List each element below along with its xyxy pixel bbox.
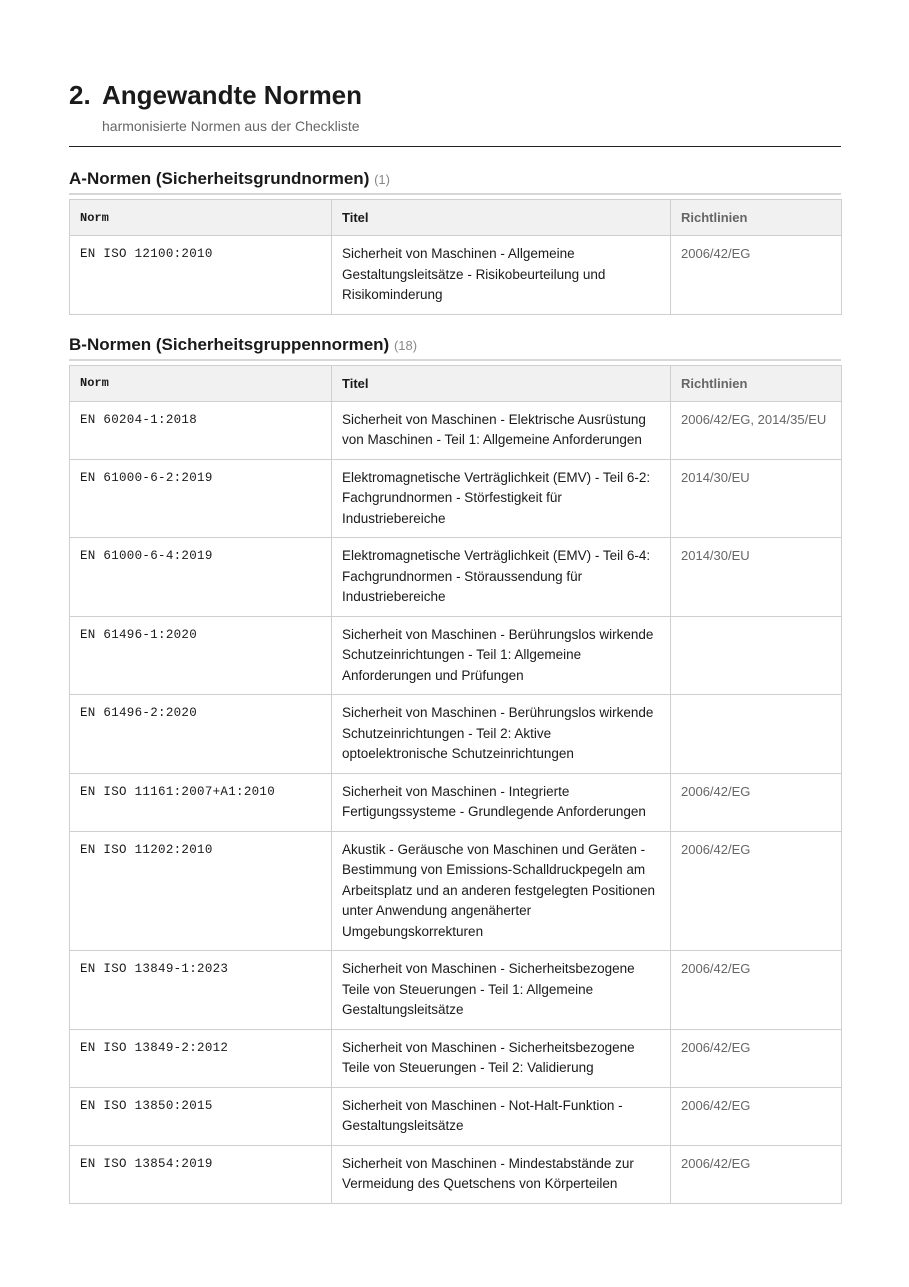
table-row <box>70 773 842 831</box>
norm-cell: EN ISO 11161:2007+A1:2010 <box>70 773 332 831</box>
norm-cell: EN ISO 13850:2015 <box>70 1087 332 1145</box>
table-row <box>70 1029 842 1087</box>
titel-cell: Sicherheit von Maschinen - Berührungslos wirkende Schutzeinrichtungen - Teil 2: Aktive optoelektronische Schutzeinrichtungen <box>332 695 671 774</box>
norm-cell: EN 61496-1:2020 <box>70 616 332 695</box>
column-header-norm: Norm <box>70 200 332 236</box>
norm-cell: EN 61000-6-2:2019 <box>70 459 332 538</box>
section-count: (18) <box>393 337 418 353</box>
norm-cell: EN ISO 13849-1:2023 <box>70 951 332 1030</box>
table-row <box>70 1087 842 1145</box>
richtlinien-cell: 2014/30/EU <box>671 459 842 538</box>
table-row <box>70 951 842 1030</box>
norms-table-b <box>69 365 842 1204</box>
richtlinien-cell: 2006/42/EG <box>671 1087 842 1145</box>
richtlinien-cell: 2006/42/EG, 2014/35/EU <box>671 401 842 459</box>
titel-cell: Sicherheit von Maschinen - Mindestabstände zur Vermeidung des Quetschens von Körperteilen <box>332 1145 671 1203</box>
table-header-row <box>70 365 842 401</box>
titel-cell: Sicherheit von Maschinen - Allgemeine Gestaltungsleitsätze - Risikobeurteilung und Risikominderung <box>332 236 671 315</box>
richtlinien-cell: 2006/42/EG <box>671 831 842 951</box>
section-number: 2. <box>69 80 91 110</box>
richtlinien-cell: 2006/42/EG <box>671 951 842 1030</box>
titel-cell: Elektromagnetische Verträglichkeit (EMV) - Teil 6-4: Fachgrundnormen - Störaussendung für Industriebereiche <box>332 538 671 617</box>
divider <box>69 146 841 147</box>
table-header-row <box>70 200 842 236</box>
table-row <box>70 616 842 695</box>
norm-cell: EN 61496-2:2020 <box>70 695 332 774</box>
norm-cell: EN 60204-1:2018 <box>70 401 332 459</box>
norm-cell: EN ISO 13849-2:2012 <box>70 1029 332 1087</box>
section-title-a-normen <box>69 169 841 195</box>
column-header-titel: Titel <box>332 365 671 401</box>
column-header-richtlinien: Richtlinien <box>671 365 842 401</box>
document-page <box>69 80 841 1204</box>
norm-cell: EN ISO 13854:2019 <box>70 1145 332 1203</box>
titel-cell: Elektromagnetische Verträglichkeit (EMV) - Teil 6-2: Fachgrundnormen - Störfestigkeit für Industriebereiche <box>332 459 671 538</box>
table-row <box>70 236 842 315</box>
titel-cell: Akustik - Geräusche von Maschinen und Geräten - Bestimmung von Emissions-Schalldruckpegeln am Arbeitsplatz und an anderen festgelegten Positionen unter Anwendung angenäherter Umgebungskorrekturen <box>332 831 671 951</box>
titel-cell: Sicherheit von Maschinen - Sicherheitsbezogene Teile von Steuerungen - Teil 1: Allgemeine Gestaltungsleitsätze <box>332 951 671 1030</box>
table-row <box>70 401 842 459</box>
richtlinien-cell: 2006/42/EG <box>671 1145 842 1203</box>
titel-cell: Sicherheit von Maschinen - Elektrische Ausrüstung von Maschinen - Teil 1: Allgemeine Anforderungen <box>332 401 671 459</box>
richtlinien-cell: 2006/42/EG <box>671 773 842 831</box>
table-row <box>70 538 842 617</box>
richtlinien-cell: 2014/30/EU <box>671 538 842 617</box>
section-title-text: B-Normen (Sicherheitsgruppennormen) <box>69 334 390 354</box>
richtlinien-cell: 2006/42/EG <box>671 1029 842 1087</box>
page-title: Angewandte Normen <box>102 80 363 110</box>
richtlinien-cell <box>671 695 842 774</box>
section-count: (1) <box>374 172 390 187</box>
titel-cell: Sicherheit von Maschinen - Not-Halt-Funktion - Gestaltungsleitsätze <box>332 1087 671 1145</box>
titel-cell: Sicherheit von Maschinen - Berührungslos wirkende Schutzeinrichtungen - Teil 1: Allgemeine Anforderungen und Prüfungen <box>332 616 671 695</box>
page-subtitle: harmonisierte Normen aus der Checkliste <box>102 118 360 134</box>
table-row <box>70 1145 842 1203</box>
richtlinien-cell: 2006/42/EG <box>671 236 842 315</box>
section-title-text: A-Normen (Sicherheitsgrundnormen) <box>69 169 370 188</box>
table-row <box>70 831 842 951</box>
section-heading <box>69 80 841 111</box>
norm-cell: EN ISO 12100:2010 <box>70 236 332 315</box>
column-header-richtlinien: Richtlinien <box>671 200 842 236</box>
column-header-norm: Norm <box>70 365 332 401</box>
table-row <box>70 695 842 774</box>
norms-table-a <box>69 199 842 315</box>
norm-cell: EN 61000-6-4:2019 <box>70 538 332 617</box>
table-row <box>70 459 842 538</box>
titel-cell: Sicherheit von Maschinen - Sicherheitsbezogene Teile von Steuerungen - Teil 2: Validierung <box>332 1029 671 1087</box>
richtlinien-cell <box>671 616 842 695</box>
titel-cell: Sicherheit von Maschinen - Integrierte Fertigungssysteme - Grundlegende Anforderungen <box>332 773 671 831</box>
section-title-b-normen <box>69 335 841 361</box>
norm-cell: EN ISO 11202:2010 <box>70 831 332 951</box>
column-header-titel: Titel <box>332 200 671 236</box>
